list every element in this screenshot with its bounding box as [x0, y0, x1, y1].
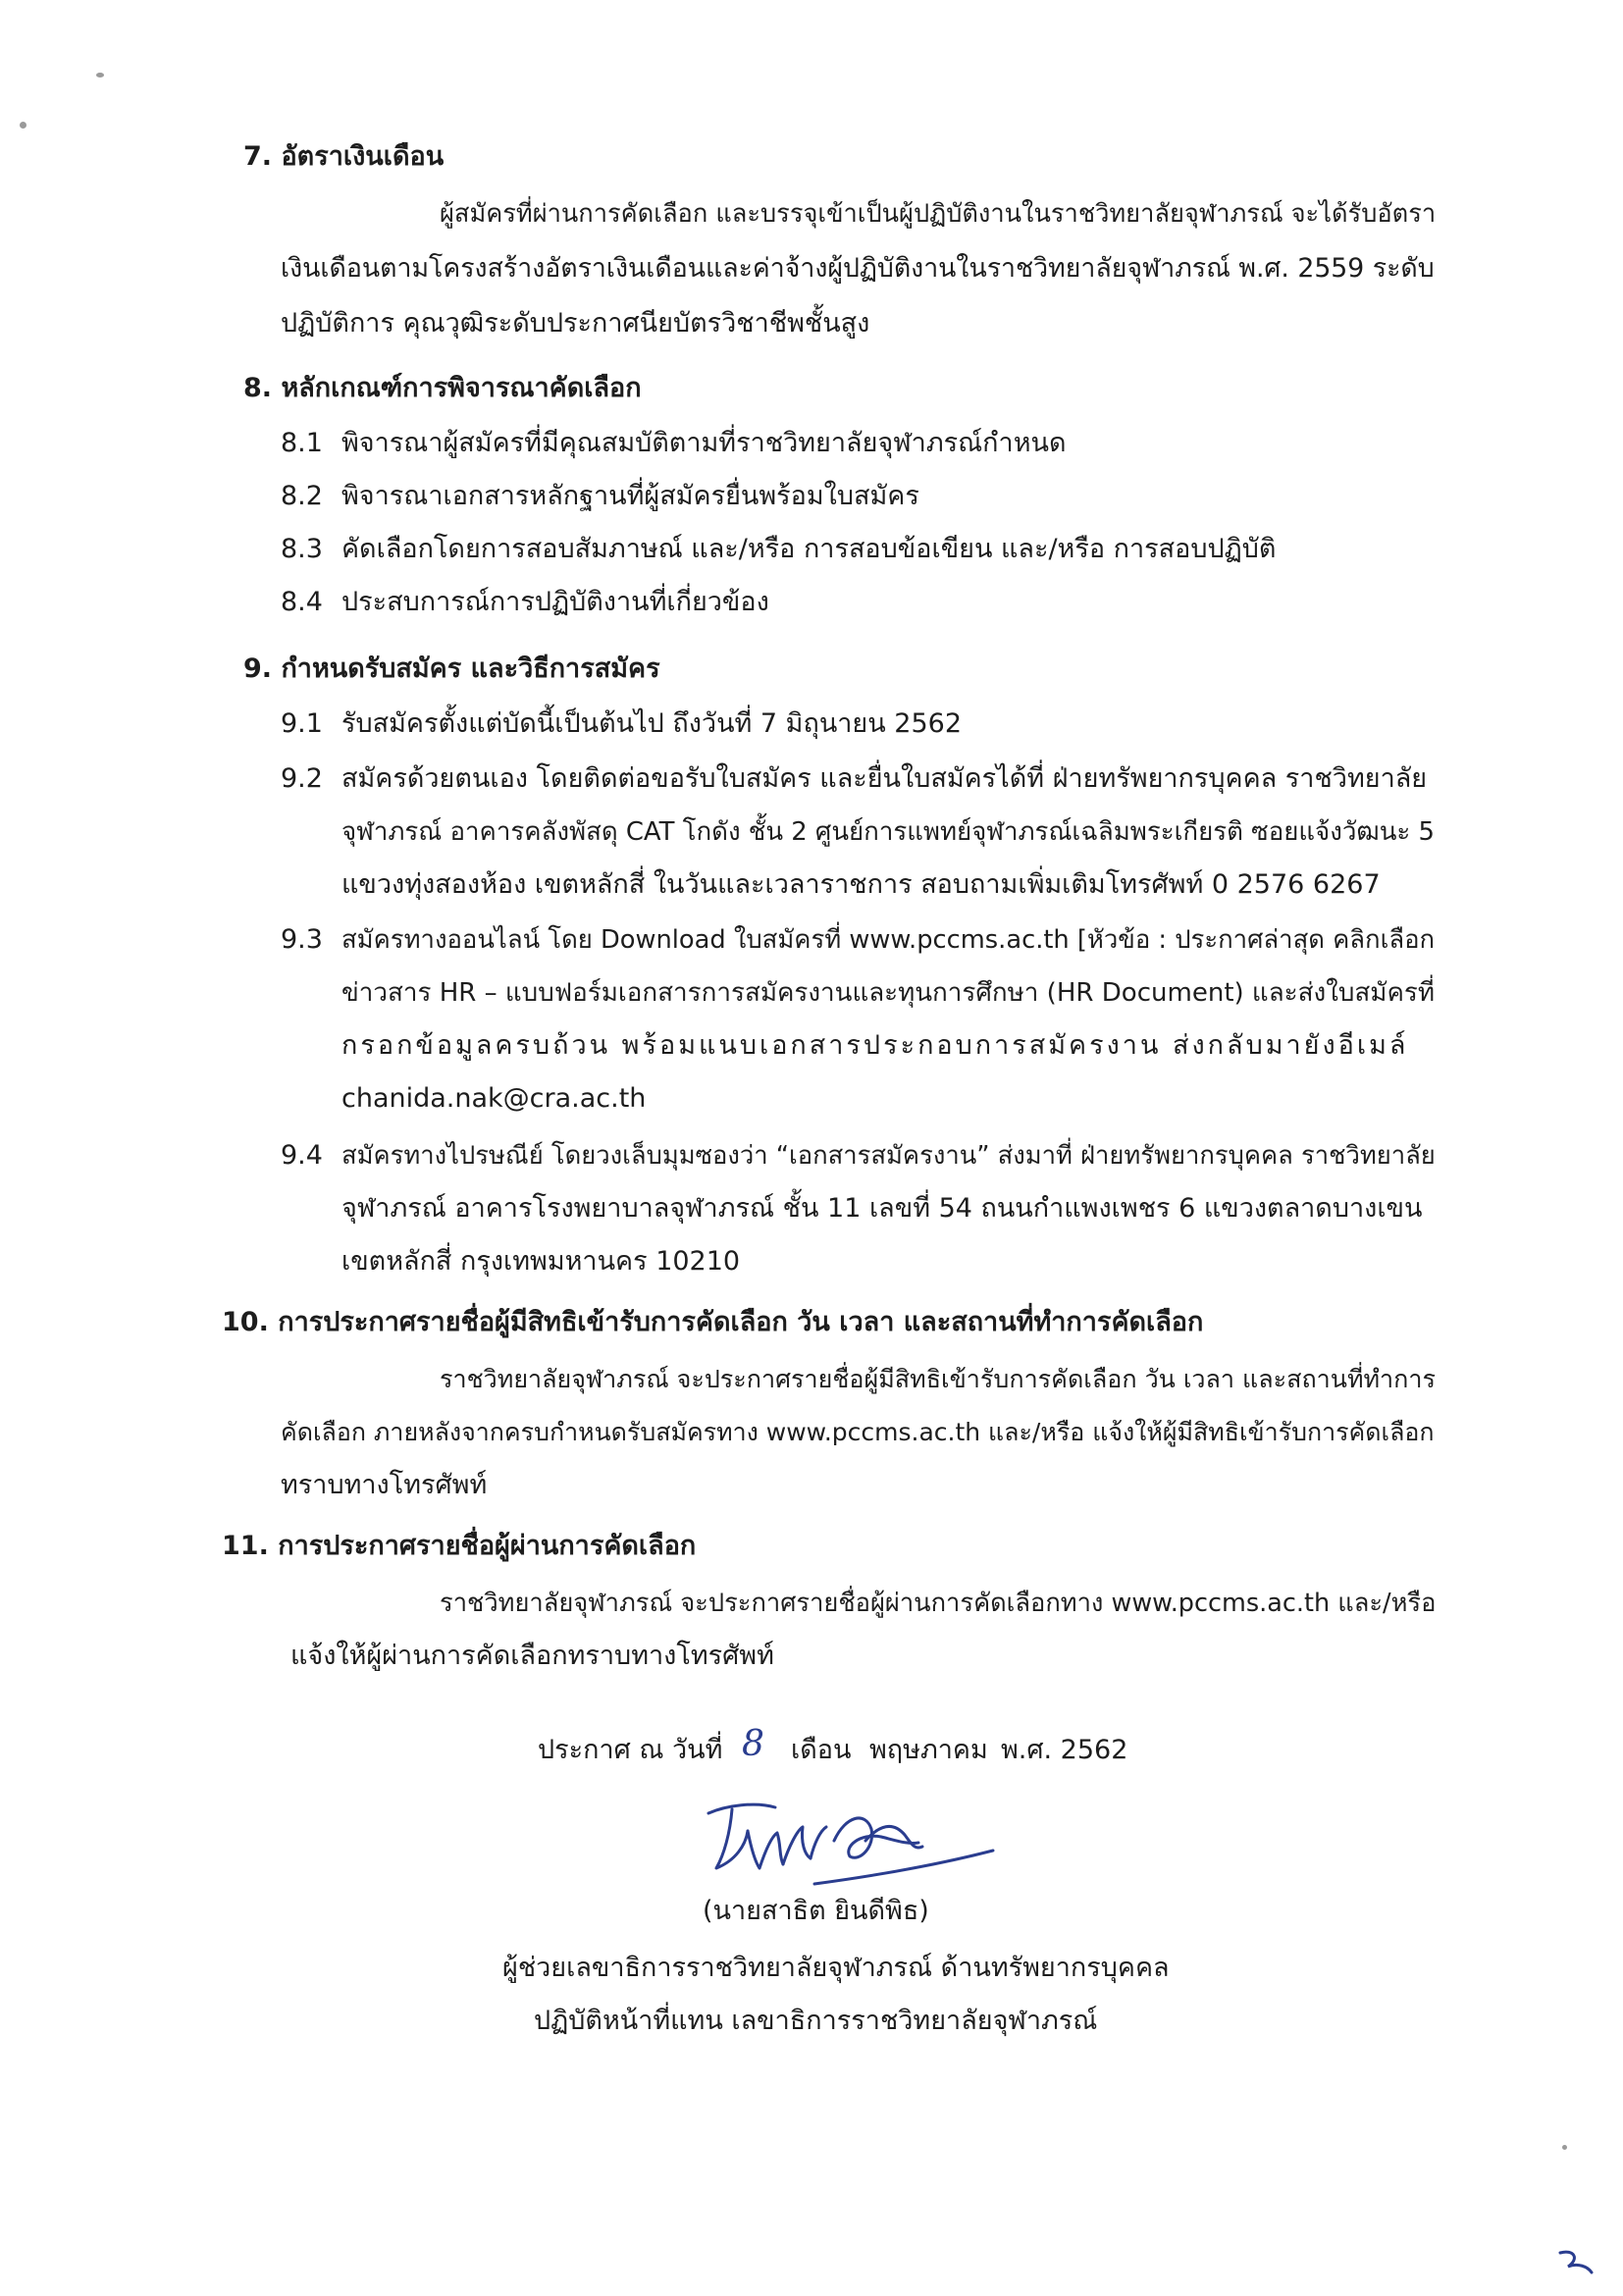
item-8-3-text: คัดเลือกโดยการสอบสัมภาษณ์ และ/หรือ การสอบข้อเขียน และ/หรือ การสอบปฏิบัติ — [341, 534, 1277, 564]
item-9-3-line-3: กรอกข้อมูลครบถ้วน พร้อมแนบเอกสารประกอบการสมัครงาน ส่งกลับมายังอีเมล์ — [341, 1030, 1409, 1061]
section-10-heading: 10. การประกาศรายชื่อผู้มีสิทธิเข้ารับการคัดเลือก วัน เวลา และสถานที่ทำการคัดเลือก — [222, 1307, 1204, 1337]
scan-speck — [1562, 2145, 1567, 2150]
section-11-line-1: ราชวิทยาลัยจุฬาภรณ์ จะประกาศรายชื่อผู้ผ่านการคัดเลือกทาง www.pccms.ac.th และ/หรือ — [440, 1589, 1437, 1618]
item-9-3-number: 9.3 — [281, 924, 323, 955]
item-9-4-line-3: เขตหลักสี่ กรุงเทพมหานคร 10210 — [341, 1246, 741, 1277]
announce-month: พฤษภาคม — [869, 1735, 988, 1765]
announce-day-handwritten: 8 — [742, 1724, 764, 1764]
item-8-1-number: 8.1 — [281, 428, 323, 458]
section-7-line-3: ปฏิบัติการ คุณวุฒิระดับประกาศนียบัตรวิชาชีพชั้นสูง — [281, 308, 870, 339]
signatory-title-2: ปฏิบัติหน้าที่แทน เลขาธิการราชวิทยาลัยจุฬาภรณ์ — [534, 2006, 1098, 2036]
item-9-3-line-1: สมัครทางออนไลน์ โดย Download ใบสมัครที่ www.pccms.ac.th [หัวข้อ : ประกาศล่าสุด คลิกเลือก — [341, 925, 1436, 955]
item-8-2-text: พิจารณาเอกสารหลักฐานที่ผู้สมัครยื่นพร้อมใบสมัคร — [341, 481, 919, 511]
item-9-1-number: 9.1 — [281, 708, 323, 739]
item-9-2-line-3: แขวงทุ่งสองห้อง เขตหลักสี่ ในวันและเวลาราชการ สอบถามเพิ่มเติมโทรศัพท์ 0 2576 6267 — [341, 869, 1381, 900]
item-8-4-number: 8.4 — [281, 587, 323, 617]
handwritten-page-mark — [1554, 2245, 1597, 2278]
item-9-2-line-1: สมัครด้วยตนเอง โดยติดต่อขอรับใบสมัคร และยื่นใบสมัครได้ที่ ฝ่ายทรัพยากรบุคคล ราชวิทยาลัย — [341, 763, 1428, 794]
announce-prefix: ประกาศ ณ วันที่ — [538, 1735, 723, 1765]
scan-speck — [96, 73, 104, 78]
item-9-3-email: chanida.nak@cra.ac.th — [341, 1083, 647, 1114]
section-7-line-1: ผู้สมัครที่ผ่านการคัดเลือก และบรรจุเข้าเป็นผู้ปฏิบัติงานในราชวิทยาลัยจุฬาภรณ์ จะได้รับอัตรา — [440, 199, 1437, 229]
section-11-line-2: แจ้งให้ผู้ผ่านการคัดเลือกทราบทางโทรศัพท์ — [290, 1641, 774, 1671]
section-10-line-2: คัดเลือก ภายหลังจากครบกำหนดรับสมัครทาง www.pccms.ac.th และ/หรือ แจ้งให้ผู้มีสิทธิเข้ารับการคัดเลือก — [281, 1418, 1435, 1446]
section-9-heading: 9. กำหนดรับสมัคร และวิธีการสมัคร — [243, 653, 660, 684]
item-8-4-text: ประสบการณ์การปฏิบัติงานที่เกี่ยวข้อง — [341, 587, 769, 617]
item-9-4-line-2: จุฬาภรณ์ อาคารโรงพยาบาลจุฬาภรณ์ ชั้น 11 เลขที่ 54 ถนนกำแพงเพชร 6 แขวงตลาดบางเขน — [341, 1193, 1423, 1224]
item-9-1-text: รับสมัครตั้งแต่บัดนี้เป็นต้นไป ถึงวันที่ 7 มิถุนายน 2562 — [341, 708, 963, 739]
section-7-heading: 7. อัตราเงินเดือน — [243, 141, 445, 172]
scan-speck — [20, 122, 26, 129]
announce-year: พ.ศ. 2562 — [1001, 1735, 1128, 1765]
item-9-2-line-2: จุฬาภรณ์ อาคารคลังพัสดุ CAT โกดัง ชั้น 2 ศูนย์การแพทย์จุฬาภรณ์เฉลิมพระเกียรติ ซอยแจ้งวัฒนะ 5 — [341, 817, 1435, 847]
item-8-1-text: พิจารณาผู้สมัครที่มีคุณสมบัติตามที่ราชวิทยาลัยจุฬาภรณ์กำหนด — [341, 428, 1067, 458]
handwritten-signature — [687, 1786, 1001, 1904]
item-9-4-number: 9.4 — [281, 1140, 323, 1171]
section-7-line-2: เงินเดือนตามโครงสร้างอัตราเงินเดือนและค่าจ้างผู้ปฏิบัติงานในราชวิทยาลัยจุฬาภรณ์ พ.ศ. 2559 ระดับ — [281, 253, 1435, 284]
signatory-title-1: ผู้ช่วยเลขาธิการราชวิทยาลัยจุฬาภรณ์ ด้านทรัพยากรบุคคล — [502, 1953, 1170, 1983]
announce-month-label: เดือน — [791, 1735, 852, 1765]
section-8-heading: 8. หลักเกณฑ์การพิจารณาคัดเลือก — [243, 373, 642, 403]
section-11-heading: 11. การประกาศรายชื่อผู้ผ่านการคัดเลือก — [222, 1531, 697, 1561]
item-8-2-number: 8.2 — [281, 481, 323, 511]
signatory-name: (นายสาธิต ยินดีพิธ) — [703, 1896, 929, 1926]
section-10-line-1: ราชวิทยาลัยจุฬาภรณ์ จะประกาศรายชื่อผู้มีสิทธิเข้ารับการคัดเลือก วัน เวลา และสถานที่ทำการ — [440, 1365, 1436, 1393]
item-9-2-number: 9.2 — [281, 763, 323, 794]
item-8-3-number: 8.3 — [281, 534, 323, 564]
section-10-line-3: ทราบทางโทรศัพท์ — [281, 1470, 488, 1500]
item-9-4-line-1: สมัครทางไปรษณีย์ โดยวงเล็บมุมซองว่า “เอกสารสมัครงาน” ส่งมาที่ ฝ่ายทรัพยากรบุคคล ราชวิทยาลัย — [341, 1141, 1436, 1171]
item-9-3-line-2: ข่าวสาร HR – แบบฟอร์มเอกสารการสมัครงานและทุนการศึกษา (HR Document) และส่งใบสมัครที่ — [341, 978, 1435, 1008]
